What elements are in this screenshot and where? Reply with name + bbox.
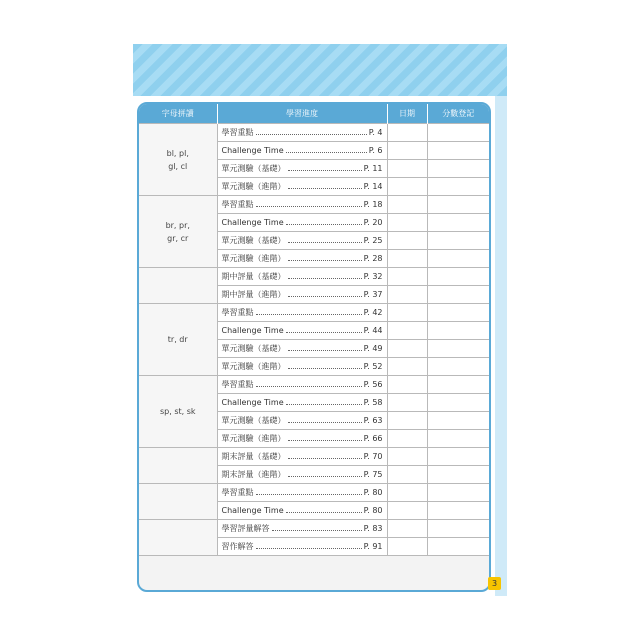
item-label: 單元測驗（基礎） xyxy=(221,236,286,245)
dot-leader xyxy=(288,416,362,423)
unit-cell xyxy=(139,268,217,304)
table-row xyxy=(139,304,489,322)
progress-item-cell xyxy=(217,538,387,556)
score-cell[interactable] xyxy=(427,538,489,556)
score-cell[interactable] xyxy=(427,358,489,376)
score-cell[interactable] xyxy=(427,160,489,178)
score-cell[interactable] xyxy=(427,412,489,430)
item-page: P. 83 xyxy=(363,524,383,533)
item-label: 單元測驗（進階） xyxy=(221,182,286,191)
item-label: Challenge Time xyxy=(221,326,284,335)
dot-leader xyxy=(256,488,362,495)
date-cell[interactable] xyxy=(387,214,427,232)
unit-label: br, pr, gr, cr xyxy=(165,220,190,243)
dot-leader xyxy=(288,344,362,351)
date-cell[interactable] xyxy=(387,340,427,358)
dot-leader xyxy=(256,380,362,387)
page-number: 3 xyxy=(488,577,501,590)
progress-item-cell xyxy=(217,430,387,448)
item-label: Challenge Time xyxy=(221,398,284,407)
date-cell[interactable] xyxy=(387,448,427,466)
progress-item-cell xyxy=(217,214,387,232)
dot-leader xyxy=(288,452,362,459)
unit-label: sp, st, sk xyxy=(159,407,196,416)
header-unit: 字母拼讀 xyxy=(139,104,217,124)
score-cell[interactable] xyxy=(427,322,489,340)
item-page: P. 63 xyxy=(363,416,383,425)
dot-leader xyxy=(256,308,362,315)
unit-cell xyxy=(139,520,217,556)
item-page: P. 28 xyxy=(363,254,383,263)
score-cell[interactable] xyxy=(427,448,489,466)
score-cell[interactable] xyxy=(427,214,489,232)
progress-item-cell xyxy=(217,340,387,358)
table-row xyxy=(139,448,489,466)
dot-leader xyxy=(288,164,362,171)
item-page: P. 14 xyxy=(363,182,383,191)
unit-cell xyxy=(139,376,217,448)
dot-leader xyxy=(288,254,362,261)
table-row xyxy=(139,196,489,214)
item-label: 學習重點 xyxy=(221,380,254,389)
score-cell[interactable] xyxy=(427,520,489,538)
table-row xyxy=(139,376,489,394)
item-page: P. 44 xyxy=(363,326,383,335)
item-page: P. 58 xyxy=(363,398,383,407)
score-cell[interactable] xyxy=(427,196,489,214)
score-cell[interactable] xyxy=(427,394,489,412)
item-label: 單元測驗（基礎） xyxy=(221,344,286,353)
progress-item-cell xyxy=(217,286,387,304)
header-score: 分數登記 xyxy=(427,104,489,124)
score-cell[interactable] xyxy=(427,484,489,502)
score-cell[interactable] xyxy=(427,124,489,142)
date-cell[interactable] xyxy=(387,322,427,340)
item-page: P. 18 xyxy=(363,200,383,209)
score-cell[interactable] xyxy=(427,466,489,484)
unit-label: bl, pl, gl, cl xyxy=(166,148,189,171)
dot-leader xyxy=(286,218,362,225)
workbook-page xyxy=(133,44,507,596)
score-cell[interactable] xyxy=(427,430,489,448)
item-label: 單元測驗（進階） xyxy=(221,434,286,443)
date-cell[interactable] xyxy=(387,268,427,286)
dot-leader xyxy=(286,506,362,513)
item-page: P. 49 xyxy=(363,344,383,353)
unit-cell xyxy=(139,196,217,268)
date-cell[interactable] xyxy=(387,232,427,250)
item-label: 學習重點 xyxy=(221,200,254,209)
item-page: P. 56 xyxy=(363,380,383,389)
progress-item-cell xyxy=(217,178,387,196)
item-label: 期中評量（基礎） xyxy=(221,272,286,281)
date-cell[interactable] xyxy=(387,160,427,178)
date-cell[interactable] xyxy=(387,412,427,430)
score-cell[interactable] xyxy=(427,142,489,160)
dot-leader xyxy=(286,146,367,153)
dot-leader xyxy=(256,542,362,549)
progress-table xyxy=(139,104,490,556)
date-cell[interactable] xyxy=(387,466,427,484)
item-page: P. 91 xyxy=(363,542,383,551)
table-row xyxy=(139,268,489,286)
item-label: Challenge Time xyxy=(221,218,284,227)
item-page: P. 70 xyxy=(363,452,383,461)
table-row xyxy=(139,520,489,538)
item-label: 習作解答 xyxy=(221,542,254,551)
unit-cell xyxy=(139,124,217,196)
dot-leader xyxy=(272,524,362,531)
unit-cell xyxy=(139,484,217,520)
unit-cell xyxy=(139,304,217,376)
item-page: P. 80 xyxy=(363,506,383,515)
date-cell[interactable] xyxy=(387,538,427,556)
date-cell[interactable] xyxy=(387,196,427,214)
dot-leader xyxy=(288,182,362,189)
item-label: Challenge Time xyxy=(221,146,284,155)
date-cell[interactable] xyxy=(387,394,427,412)
item-page: P. 37 xyxy=(363,290,383,299)
date-cell[interactable] xyxy=(387,502,427,520)
dot-leader xyxy=(288,434,362,441)
item-page: P. 66 xyxy=(363,434,383,443)
progress-item-cell xyxy=(217,268,387,286)
progress-item-cell xyxy=(217,160,387,178)
progress-item-cell xyxy=(217,142,387,160)
item-label: 學習重點 xyxy=(221,308,254,317)
unit-cell xyxy=(139,448,217,484)
score-cell[interactable] xyxy=(427,304,489,322)
item-label: 單元測驗（基礎） xyxy=(221,416,286,425)
score-cell[interactable] xyxy=(427,232,489,250)
item-page: P. 6 xyxy=(368,146,383,155)
item-page: P. 20 xyxy=(363,218,383,227)
dot-leader xyxy=(288,272,362,279)
progress-item-cell xyxy=(217,322,387,340)
dot-leader xyxy=(286,326,362,333)
score-cell[interactable] xyxy=(427,340,489,358)
dot-leader xyxy=(256,200,362,207)
header-progress: 學習進度 xyxy=(217,104,387,124)
dot-leader xyxy=(286,398,362,405)
date-cell[interactable] xyxy=(387,484,427,502)
side-strip xyxy=(495,96,507,596)
dot-leader xyxy=(256,128,367,135)
header-date: 日期 xyxy=(387,104,427,124)
table-row xyxy=(139,484,489,502)
progress-item-cell xyxy=(217,124,387,142)
item-page: P. 75 xyxy=(363,470,383,479)
progress-item-cell xyxy=(217,502,387,520)
date-cell[interactable] xyxy=(387,142,427,160)
dot-leader xyxy=(288,236,362,243)
table-header-row xyxy=(139,104,489,124)
unit-label: tr, dr xyxy=(167,335,188,344)
score-cell[interactable] xyxy=(427,250,489,268)
dot-leader xyxy=(288,362,362,369)
table-body xyxy=(139,124,489,556)
item-label: 期末評量（基礎） xyxy=(221,452,286,461)
progress-item-cell xyxy=(217,466,387,484)
progress-item-cell xyxy=(217,376,387,394)
item-label: 學習重點 xyxy=(221,128,254,137)
date-cell[interactable] xyxy=(387,430,427,448)
date-cell[interactable] xyxy=(387,178,427,196)
progress-item-cell xyxy=(217,250,387,268)
table-row xyxy=(139,124,489,142)
progress-item-cell xyxy=(217,304,387,322)
date-cell[interactable] xyxy=(387,124,427,142)
dot-leader xyxy=(288,470,362,477)
item-label: 學習重點 xyxy=(221,488,254,497)
progress-item-cell xyxy=(217,196,387,214)
progress-table-panel xyxy=(137,102,491,592)
progress-item-cell xyxy=(217,358,387,376)
date-cell[interactable] xyxy=(387,520,427,538)
item-label: 單元測驗（進階） xyxy=(221,254,286,263)
item-page: P. 11 xyxy=(363,164,383,173)
progress-item-cell xyxy=(217,520,387,538)
item-page: P. 52 xyxy=(363,362,383,371)
score-cell[interactable] xyxy=(427,286,489,304)
item-label: 單元測驗（基礎） xyxy=(221,164,286,173)
item-page: P. 32 xyxy=(363,272,383,281)
item-label: Challenge Time xyxy=(221,506,284,515)
item-label: 學習評量解答 xyxy=(221,524,270,533)
progress-item-cell xyxy=(217,232,387,250)
progress-item-cell xyxy=(217,394,387,412)
score-cell[interactable] xyxy=(427,502,489,520)
date-cell[interactable] xyxy=(387,250,427,268)
progress-item-cell xyxy=(217,448,387,466)
date-cell[interactable] xyxy=(387,376,427,394)
date-cell[interactable] xyxy=(387,286,427,304)
date-cell[interactable] xyxy=(387,358,427,376)
item-page: P. 42 xyxy=(363,308,383,317)
date-cell[interactable] xyxy=(387,304,427,322)
score-cell[interactable] xyxy=(427,268,489,286)
item-page: P. 80 xyxy=(363,488,383,497)
item-label: 期中評量（進階） xyxy=(221,290,286,299)
score-cell[interactable] xyxy=(427,376,489,394)
item-label: 單元測驗（進階） xyxy=(221,362,286,371)
page-banner xyxy=(133,44,507,96)
progress-item-cell xyxy=(217,484,387,502)
item-page: P. 25 xyxy=(363,236,383,245)
score-cell[interactable] xyxy=(427,178,489,196)
dot-leader xyxy=(288,290,362,297)
progress-item-cell xyxy=(217,412,387,430)
item-label: 期末評量（進階） xyxy=(221,470,286,479)
item-page: P. 4 xyxy=(368,128,383,137)
